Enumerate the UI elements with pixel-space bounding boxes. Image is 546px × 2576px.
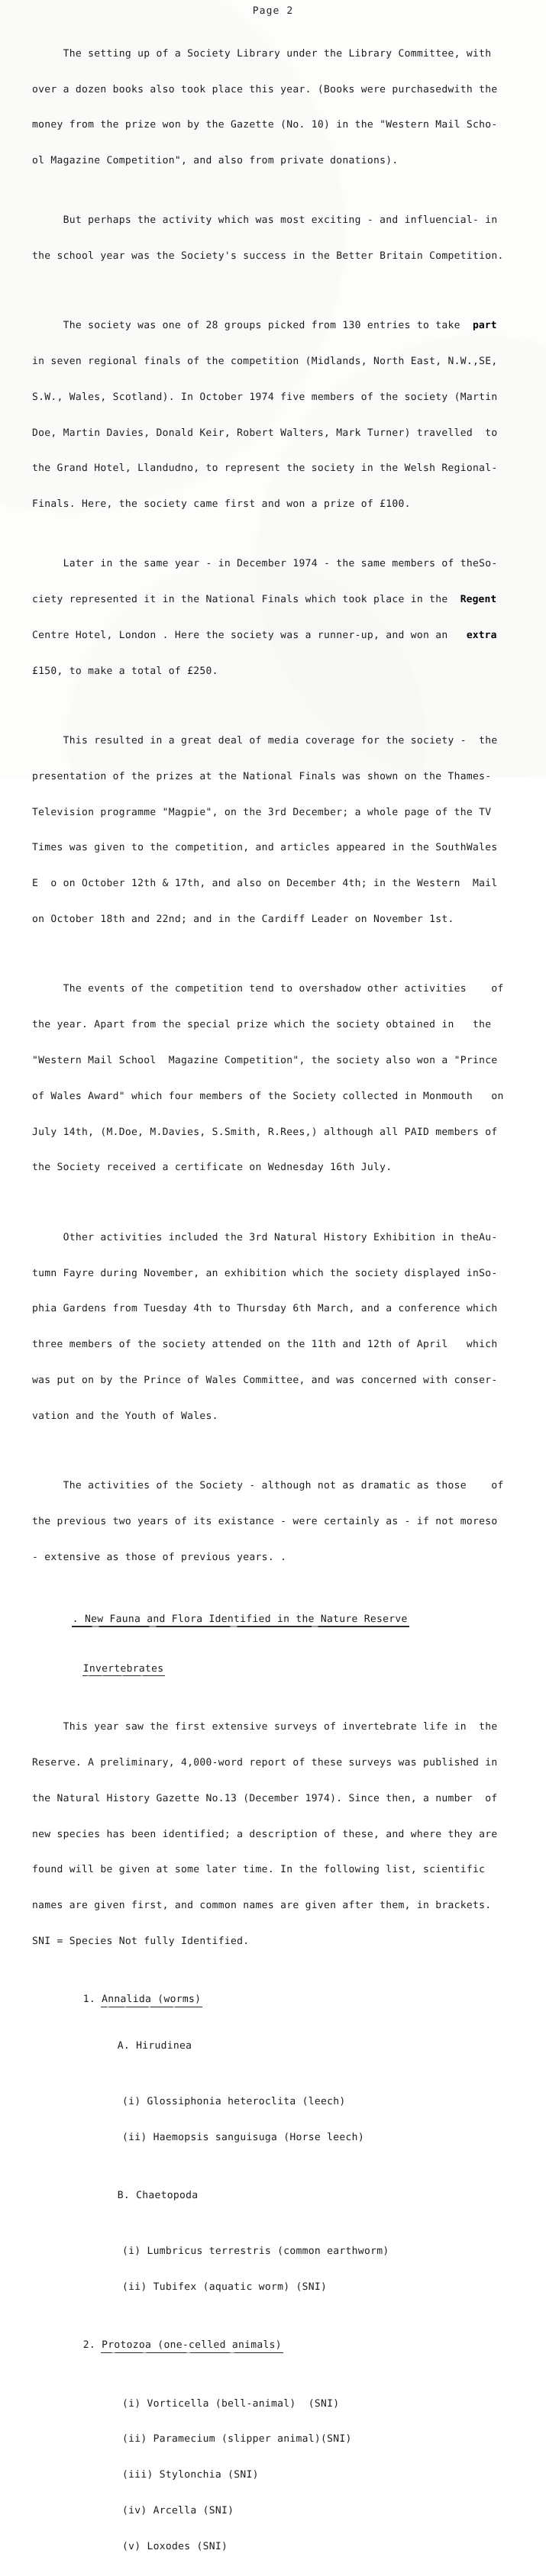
text-line: The activities of the Society - although not as dramatic as those of <box>32 1480 504 1492</box>
species-entry: (ii) Haemopsis sanguisuga (Horse leech) <box>122 2132 364 2144</box>
species-list <box>0 2072 546 2168</box>
text-line: Doe, Martin Davies, Donald Keir, Robert Walters, Mark Turner) travelled to <box>32 427 498 439</box>
text-line: the school year was the Society's success in the Better Britain Competition. <box>32 250 504 262</box>
text-line: over a dozen books also took place this year. (Books were purchasedwith the <box>32 83 498 95</box>
text-line: ol Magazine Competition", and also from private donations). <box>32 155 399 167</box>
text-line: Other activities included the 3rd Natural History Exhibition in theAu- <box>32 1231 498 1243</box>
document-body <box>0 24 546 1588</box>
text-line: names are given first, and common names are given after them, in brackets. <box>32 1900 492 1912</box>
paragraph <box>32 711 546 949</box>
subsection-heading-invertebrates <box>0 1651 546 1688</box>
text-line: the Grand Hotel, Llandudno, to represent the society in the Welsh Regional- <box>32 463 498 475</box>
species-entry: (i) Vorticella (bell-animal) (SNI) <box>122 2397 340 2410</box>
paragraph <box>32 1456 546 1588</box>
text-line: the Natural History Gazette No.13 (December 1974). Since then, a number of <box>32 1792 498 1804</box>
paragraph <box>32 191 546 286</box>
text-line: "Western Mail School Magazine Competition", the society also won a "Prince <box>32 1054 498 1066</box>
text-line: This year saw the first extensive surveys of invertebrate life in the <box>32 1721 498 1733</box>
taxon-title: Annalida (worms) <box>102 1994 202 2006</box>
text-line: on October 18th and 22nd; and in the Cardiff Leader on November 1st. <box>32 913 454 925</box>
species-entry: (ii) Paramecium (slipper animal)(SNI) <box>122 2433 352 2445</box>
text-line: SNI = Species Not fully Identified. <box>32 1935 250 1947</box>
text-line: ciety represented it in the National Finals which took place in the Regent <box>32 594 497 605</box>
species-list <box>0 2374 546 2576</box>
paragraph <box>32 296 546 534</box>
species-entry: (iv) Arcella (SNI) <box>122 2504 234 2516</box>
text-line: phia Gardens from Tuesday 4th to Thursday 6th March, and a conference which <box>32 1303 498 1315</box>
text-line: vation and the Youth of Wales. <box>32 1410 218 1422</box>
text-line: three members of the society attended on the 11th and 12th of April which <box>32 1339 498 1351</box>
text-line: tumn Fayre during November, an exhibition which the society displayed inSo- <box>32 1267 498 1279</box>
text-line: The setting up of a Society Library under the Library Committee, with <box>32 47 492 60</box>
text-line: found will be given at some later time. In the following list, scientific <box>32 1864 486 1876</box>
text-line: money from the prize won by the Gazette (No. 10) in the "Western Mail Scho- <box>32 119 498 131</box>
taxon-group-name: Chaetopoda <box>136 2189 199 2201</box>
text-line: July 14th, (M.Doe, M.Davies, S.Smith, R.Rees,) although all PAID members of <box>32 1126 498 1138</box>
text-line: Finals. Here, the society came first and won a prize of £100. <box>32 498 411 511</box>
species-list <box>0 2222 546 2317</box>
paragraph <box>32 1697 546 1971</box>
text-line: Reserve. A preliminary, 4,000-word report of these surveys was published in <box>32 1757 498 1769</box>
section-heading-new-fauna <box>0 1602 546 1639</box>
text-line: in seven regional finals of the competition (Midlands, North East, N.W.,SE, <box>32 356 498 368</box>
taxon-number: 2. <box>82 2339 96 2352</box>
text-line: Television programme "Magpie", on the 3rd December; a whole page of the TV <box>32 806 492 818</box>
taxon-title: Protozoa (one-celled animals) <box>102 2339 282 2352</box>
text-line: the previous two years of its existance - were certainly as - if not moreso <box>32 1515 498 1527</box>
text-line: The society was one of 28 groups picked from 130 entries to take part <box>32 320 497 332</box>
page-header: Page 2 <box>252 5 294 17</box>
taxon-group-name: Hirudinea <box>136 2040 192 2052</box>
text-line: S.W., Wales, Scotland). In October 1974 five members of the society (Martin <box>32 391 498 403</box>
taxon-group <box>0 2178 546 2213</box>
species-entry: (i) Glossiphonia heteroclita (leech) <box>122 2096 346 2108</box>
species-entry: (i) Lumbricus terrestris (common earthworm) <box>122 2246 389 2257</box>
taxon-group <box>0 2029 546 2065</box>
text-line: new species has been identified; a description of these, and where they are <box>32 1828 498 1840</box>
species-entry: (iii) Stylonchia (SNI) <box>122 2469 259 2481</box>
text-line: £150, to make a total of £250. <box>32 665 218 677</box>
text-line: presentation of the prizes at the National Finals was shown on the Thames- <box>32 770 492 782</box>
subsection-heading-text: Invertebrates <box>82 1662 164 1675</box>
text-line: But perhaps the activity which was most exciting - and influencial- in <box>32 214 498 227</box>
text-line: The events of the competition tend to overshadow other activities of <box>32 983 504 995</box>
paragraph <box>32 959 546 1198</box>
species-entry: (ii) Tubifex (aquatic worm) (SNI) <box>122 2281 328 2293</box>
paragraph <box>32 1208 546 1446</box>
text-line: Later in the same year - in December 1974 - the same members of theSo- <box>32 558 498 570</box>
text-line: Centre Hotel, London . Here the society was a runner-up, and won an extra <box>32 629 497 641</box>
text-line: E o on October 12th & 17th, and also on December 4th; in the Western Mail <box>32 878 498 890</box>
paragraph <box>32 24 546 191</box>
text-line: of Wales Award" which four members of the Society collected in Monmouth on <box>32 1090 504 1102</box>
taxon-group-letter: B. <box>117 2189 131 2201</box>
document-body-continued <box>0 1697 546 1971</box>
text-line: This resulted in a great deal of media coverage for the society - the <box>32 735 498 747</box>
taxon-item <box>0 2328 546 2365</box>
text-line: - extensive as those of previous years. . <box>32 1551 287 1563</box>
taxon-number: 1. <box>82 1994 96 2006</box>
text-line: the Society received a certificate on Wednesday 16th July. <box>32 1162 393 1174</box>
paragraph <box>32 534 546 701</box>
text-line: the year. Apart from the special prize which the society obtained in the <box>32 1019 492 1031</box>
taxon-item <box>0 1982 546 2019</box>
species-entry: (v) Loxodes (SNI) <box>122 2540 228 2552</box>
section-heading-text: . New Fauna and Flora Identified in the Nature Reserve <box>72 1614 408 1626</box>
taxon-group-letter: A. <box>117 2040 131 2052</box>
text-line: was put on by the Prince of Wales Committee, and was concerned with conser- <box>32 1374 498 1386</box>
text-line: Times was given to the competition, and articles appeared in the SouthWales <box>32 842 498 854</box>
